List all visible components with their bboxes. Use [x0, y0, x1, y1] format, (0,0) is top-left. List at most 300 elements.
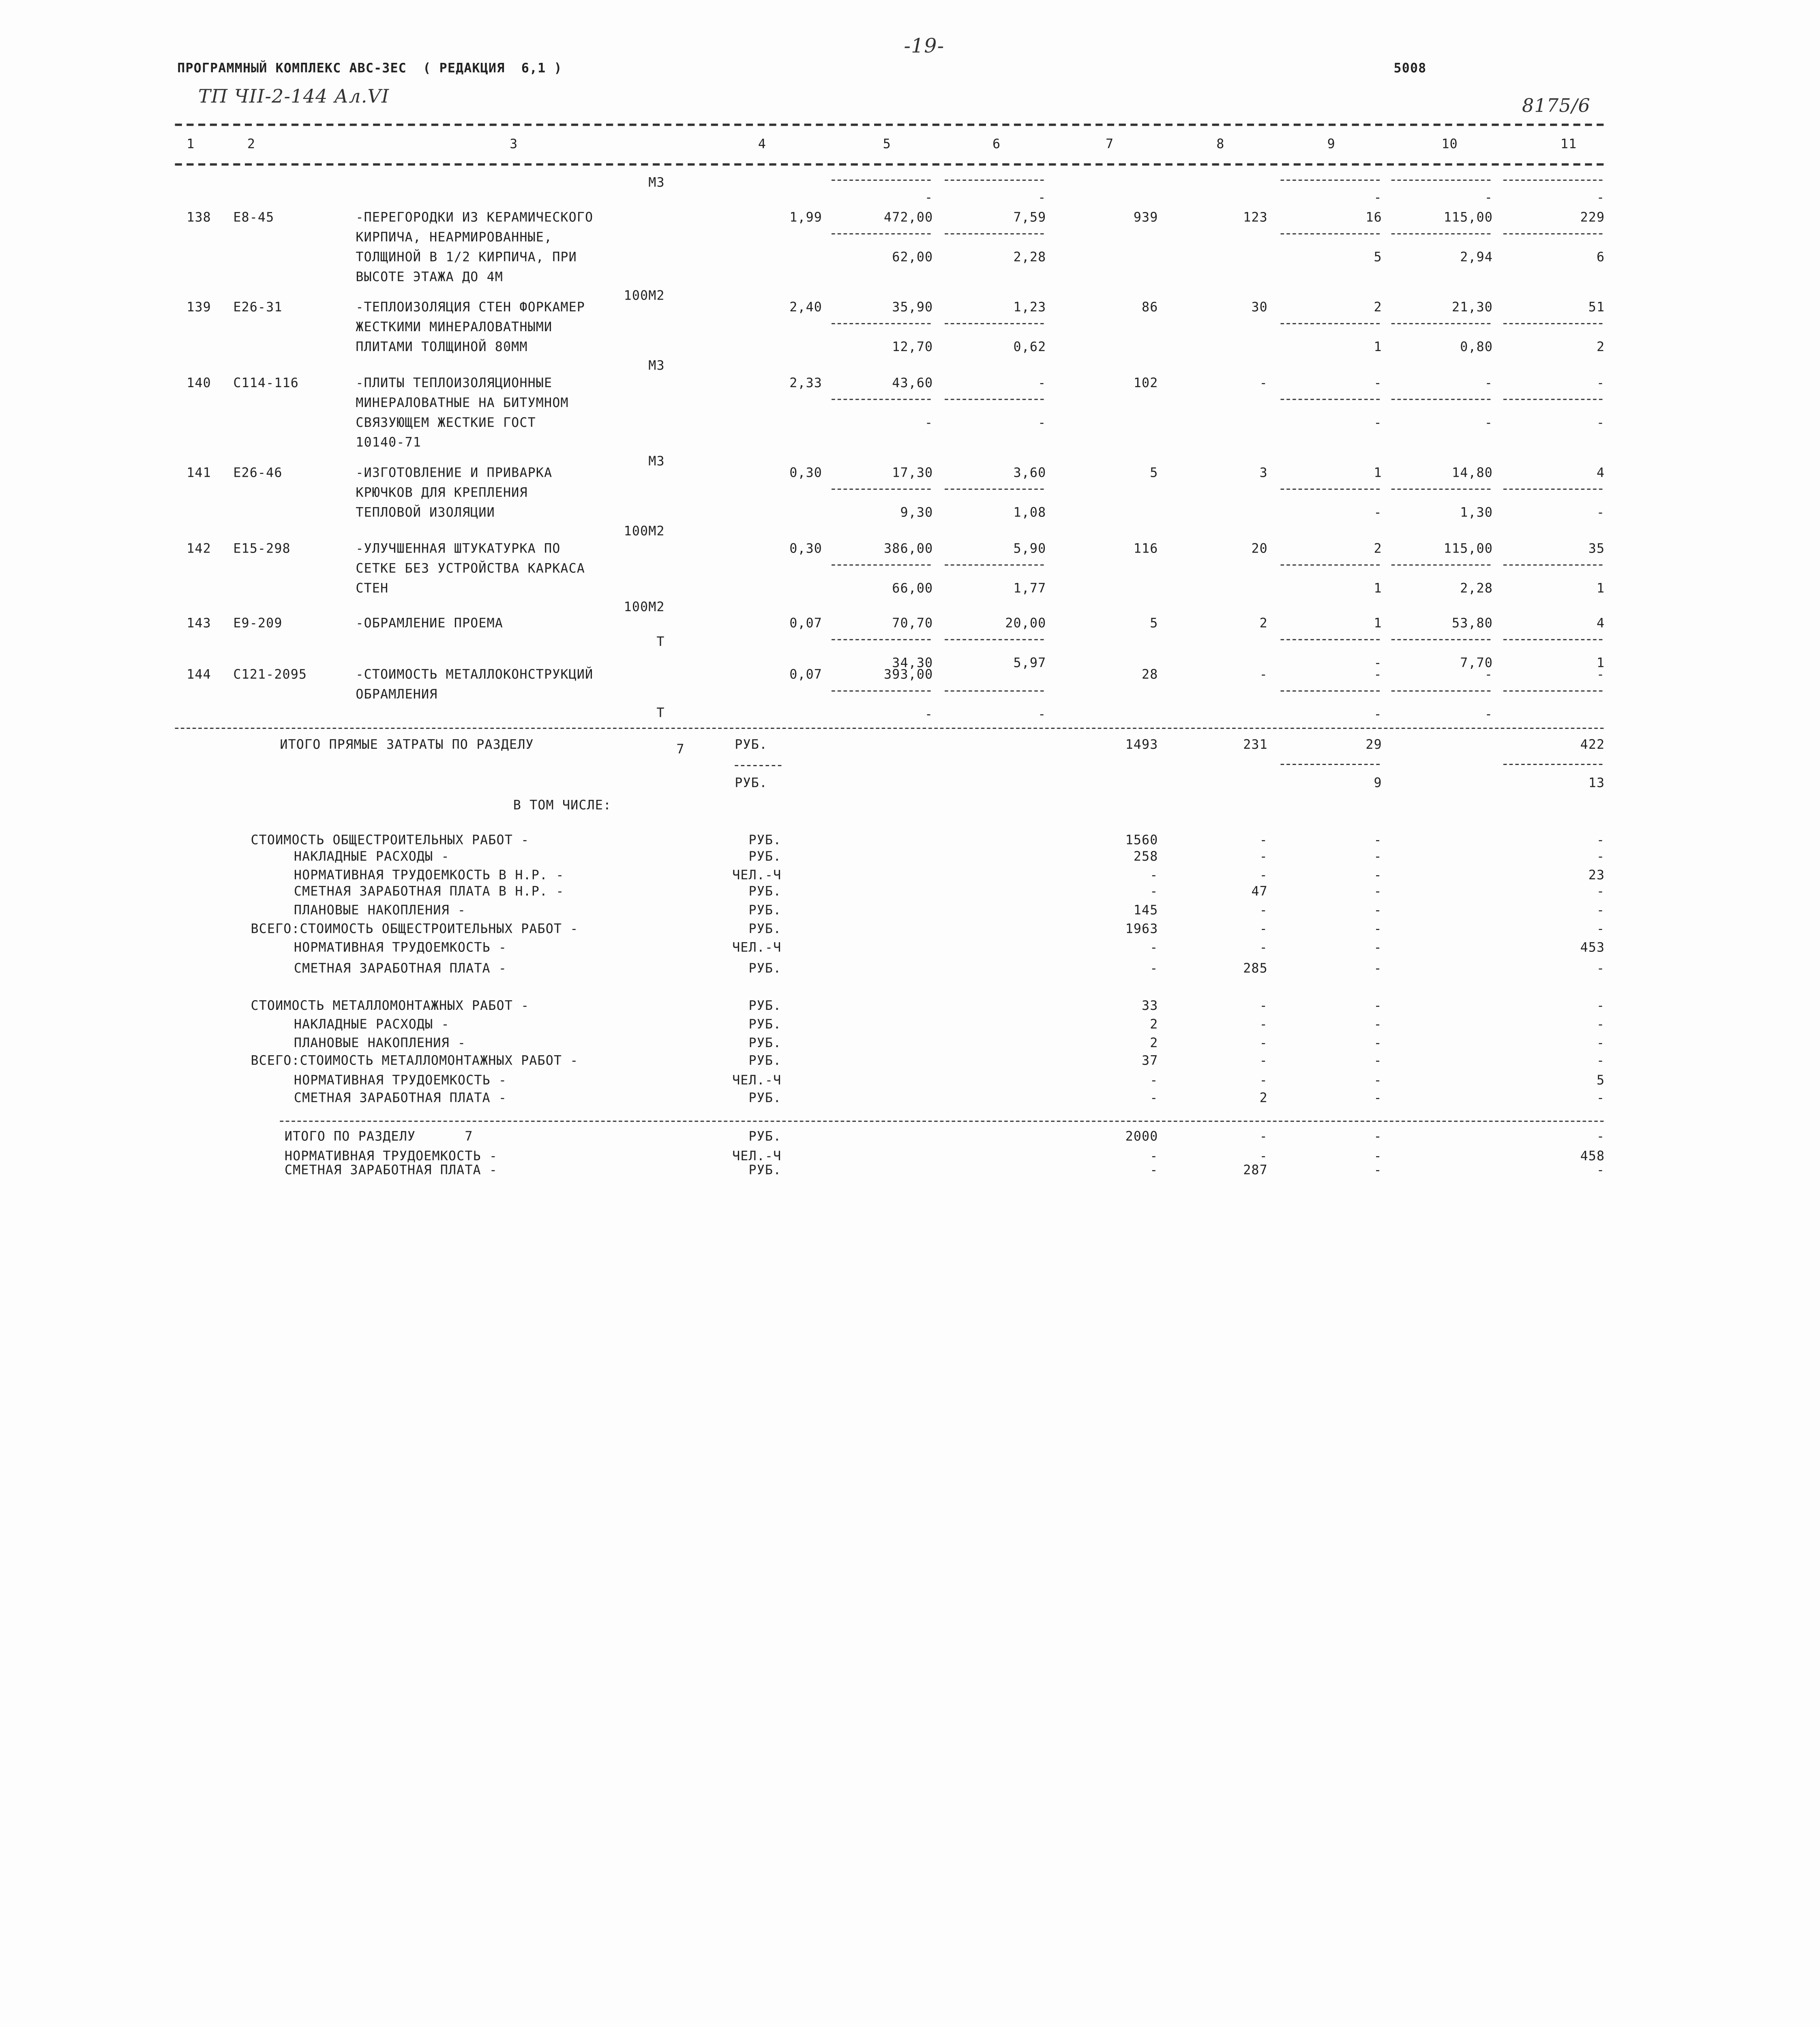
final-wage: -: [1259, 1148, 1268, 1164]
item-c10-top: 14,80: [1452, 465, 1493, 481]
summary-unit: РУБ.: [748, 1090, 782, 1106]
item-number: 142: [187, 541, 211, 557]
item-unit: Т: [656, 634, 665, 650]
final-wage: 287: [1243, 1162, 1268, 1178]
summary-label: ПЛАНОВЫЕ НАКОПЛЕНИЯ -: [294, 902, 466, 918]
summary-c11: -: [1596, 849, 1605, 864]
cell-separator: [1391, 233, 1491, 234]
summary-cost: -: [1150, 961, 1158, 976]
item-c11-bottom: 1: [1596, 655, 1605, 671]
item-unit: М3: [648, 358, 665, 373]
summary-cost: -: [1150, 1073, 1158, 1088]
cell-separator: [1503, 233, 1603, 234]
item-description-line: -УЛУЧШЕННАЯ ШТУКАТУРКА ПО: [356, 541, 561, 557]
column-header-8: 8: [1216, 136, 1225, 152]
item-c6-top: -: [1038, 375, 1046, 391]
item-wage: -: [1259, 375, 1268, 391]
column-header-1: 1: [187, 136, 195, 152]
column-header-6: 6: [992, 136, 1001, 152]
cell-separator: [832, 639, 931, 640]
cont-c11: -: [1596, 190, 1605, 206]
summary-unit: РУБ.: [748, 921, 782, 936]
final-label: СМЕТНАЯ ЗАРАБОТНАЯ ПЛАТА -: [284, 1162, 498, 1178]
cell-separator: [945, 564, 1044, 566]
item-c5-bottom: -: [925, 707, 933, 722]
cell-separator: [945, 690, 1044, 692]
summary-c9: -: [1374, 1053, 1382, 1068]
final-cost: -: [1150, 1148, 1158, 1164]
summary-cost: 33: [1142, 998, 1158, 1014]
summary-wage: 47: [1251, 884, 1268, 899]
summary-unit: ЧЕЛ.-Ч: [732, 1073, 782, 1088]
summary-cost: 258: [1133, 849, 1158, 864]
summary-c9: -: [1374, 1090, 1382, 1106]
cell-separator: [1503, 564, 1603, 566]
final-c9: -: [1374, 1148, 1382, 1164]
item-total-cost: 116: [1133, 541, 1158, 557]
summary-c11: -: [1596, 998, 1605, 1014]
item-description-line: ТЕПЛОВОЙ ИЗОЛЯЦИИ: [356, 505, 495, 520]
cell-separator: [945, 399, 1044, 400]
summary-wage: -: [1259, 1053, 1268, 1068]
item-c10-bottom: 1,30: [1460, 505, 1493, 520]
cell-separator: [1281, 690, 1380, 692]
item-description-line: ЖЕСТКИМИ МИНЕРАЛОВАТНЫМИ: [356, 319, 553, 335]
item-c6-bottom: 0,62: [1013, 339, 1046, 355]
item-description-line: МИНЕРАЛОВАТНЫЕ НА БИТУМНОМ: [356, 395, 569, 411]
item-description-line: -ПЕРЕГОРОДКИ ИЗ КЕРАМИЧЕСКОГО: [356, 210, 594, 225]
column-header-9: 9: [1327, 136, 1336, 152]
column-header-3: 3: [510, 136, 518, 152]
page-number: -19-: [904, 35, 945, 58]
column-header-7: 7: [1106, 136, 1114, 152]
summary-c11: 453: [1580, 940, 1605, 955]
summary-c9: -: [1374, 868, 1382, 883]
item-c11-bottom: -: [1596, 505, 1605, 520]
summary-c11: -: [1596, 902, 1605, 918]
item-description-line: СЕТКЕ БЕЗ УСТРОЙСТВА КАРКАСА: [356, 561, 585, 576]
summary-label: СМЕТНАЯ ЗАРАБОТНАЯ ПЛАТА В Н.Р. -: [294, 884, 564, 899]
item-wage: -: [1259, 667, 1268, 682]
item-number: 144: [187, 667, 211, 682]
final-wage: -: [1259, 1129, 1268, 1144]
final-c9: -: [1374, 1129, 1382, 1144]
item-c6-bottom: 1,08: [1013, 505, 1046, 520]
cell-separator: [1281, 399, 1380, 400]
item-c11-top: -: [1596, 375, 1605, 391]
item-c9-top: 2: [1374, 300, 1382, 315]
item-number: 138: [187, 210, 211, 225]
item-wage: 30: [1251, 300, 1268, 315]
item-description-line: ТОЛЩИНОЙ В 1/2 КИРПИЧА, ПРИ: [356, 249, 577, 265]
item-c5-top: 393,00: [884, 667, 933, 682]
summary-cost: 37: [1142, 1053, 1158, 1068]
item-c9-bottom: -: [1374, 415, 1382, 431]
summary-c11: -: [1596, 921, 1605, 936]
cell-separator: [1503, 489, 1603, 490]
item-unit: 100М2: [624, 599, 665, 615]
summary-label: СМЕТНАЯ ЗАРАБОТНАЯ ПЛАТА -: [294, 961, 507, 976]
cell-separator: [832, 233, 931, 234]
item-c5-bottom: 12,70: [892, 339, 933, 355]
column-header-10: 10: [1441, 136, 1458, 152]
cell-separator: [832, 399, 931, 400]
cell-separator: [1503, 639, 1603, 640]
inventory-number: 8175/6: [1522, 94, 1591, 117]
item-c9-top: 1: [1374, 465, 1382, 481]
summary-unit: РУБ.: [748, 1017, 782, 1032]
summary-unit: ЧЕЛ.-Ч: [732, 868, 782, 883]
cell-separator: [1281, 233, 1380, 234]
item-unit: Т: [656, 705, 665, 721]
cell-separator: [945, 323, 1044, 324]
item-c9-bottom: 1: [1374, 581, 1382, 596]
summary-label: НАКЛАДНЫЕ РАСХОДЫ -: [294, 849, 450, 864]
item-description-line: ПЛИТАМИ ТОЛЩИНОЙ 80ММ: [356, 339, 528, 355]
item-c6-top: 3,60: [1013, 465, 1046, 481]
summary-c11: 23: [1588, 868, 1605, 883]
summary-c9: -: [1374, 832, 1382, 848]
cont-c6: -: [1038, 190, 1046, 206]
final-label: НОРМАТИВНАЯ ТРУДОЕМКОСТЬ -: [284, 1148, 498, 1164]
cell-separator: [945, 180, 1044, 181]
cell-separator: [832, 180, 931, 181]
item-description-line: -СТОИМОСТЬ МЕТАЛЛОКОНСТРУКЦИЙ: [356, 667, 594, 682]
cell-separator: [1281, 764, 1380, 765]
item-c6-bottom: 1,77: [1013, 581, 1046, 596]
item-c10-bottom: 0,80: [1460, 339, 1493, 355]
totals-unit: РУБ.: [735, 737, 768, 752]
final-c11: -: [1596, 1129, 1605, 1144]
summary-c9: -: [1374, 902, 1382, 918]
column-header-11: 11: [1560, 136, 1577, 152]
item-c5-top: 472,00: [884, 210, 933, 225]
cell-separator: [1503, 399, 1603, 400]
item-unit: 100М2: [624, 523, 665, 539]
cont-c10: -: [1484, 190, 1493, 206]
summary-unit: РУБ.: [748, 1053, 782, 1068]
item-total-cost: 5: [1150, 465, 1158, 481]
summary-label: НОРМАТИВНАЯ ТРУДОЕМКОСТЬ -: [294, 1073, 507, 1088]
summary-c9: -: [1374, 1017, 1382, 1032]
summary-label: НОРМАТИВНАЯ ТРУДОЕМКОСТЬ -: [294, 940, 507, 955]
cell-separator: [832, 690, 931, 692]
item-code: С121-2095: [233, 667, 307, 682]
cell-separator: [945, 489, 1044, 490]
cell-separator: [1391, 399, 1491, 400]
summary-cost: -: [1150, 1090, 1158, 1106]
summary-wage: -: [1259, 832, 1268, 848]
totals-rule: [175, 728, 1603, 729]
item-c11-top: 51: [1588, 300, 1605, 315]
item-c6-top: 5,90: [1013, 541, 1046, 557]
item-code: Е26-31: [233, 300, 283, 315]
cell-separator: [1391, 180, 1491, 181]
totals-wage: 231: [1243, 737, 1268, 752]
summary-c11: 5: [1596, 1073, 1605, 1088]
summary-cost: 2: [1150, 1017, 1158, 1032]
cell-separator: [1391, 489, 1491, 490]
summary-c11: -: [1596, 1017, 1605, 1032]
final-c11: 458: [1580, 1148, 1605, 1164]
item-c9-bottom: -: [1374, 655, 1382, 671]
item-code: Е26-46: [233, 465, 283, 481]
summary-unit: РУБ.: [748, 902, 782, 918]
summary-c9: -: [1374, 849, 1382, 864]
final-unit: ЧЕЛ.-Ч: [732, 1148, 782, 1164]
cell-separator: [1391, 323, 1491, 324]
item-description-line: ВЫСОТЕ ЭТАЖА ДО 4М: [356, 269, 503, 285]
item-quantity: 2,40: [789, 300, 823, 315]
item-c5-bottom: 62,00: [892, 249, 933, 265]
summary-wage: -: [1259, 902, 1268, 918]
item-c6-top: 1,23: [1013, 300, 1046, 315]
item-total-cost: 5: [1150, 615, 1158, 631]
program-title: ПРОГРАММНЫЙ КОМПЛЕКС АВС-3ЕС ( РЕДАКЦИЯ 6,1 ): [177, 60, 562, 76]
item-wage: 3: [1259, 465, 1268, 481]
item-c6-bottom: 5,97: [1013, 655, 1046, 671]
totals-c9-bottom: 9: [1374, 775, 1382, 791]
summary-cost: 1963: [1125, 921, 1158, 936]
summary-unit: РУБ.: [748, 1035, 782, 1051]
item-c10-bottom: 7,70: [1460, 655, 1493, 671]
summary-unit: ЧЕЛ.-Ч: [732, 940, 782, 955]
summary-c9: -: [1374, 921, 1382, 936]
item-c10-bottom: 2,28: [1460, 581, 1493, 596]
item-description-line: -ИЗГОТОВЛЕНИЕ И ПРИВАРКА: [356, 465, 553, 481]
item-description-line: КРЮЧКОВ ДЛЯ КРЕПЛЕНИЯ: [356, 485, 528, 501]
item-c9-bottom: 5: [1374, 249, 1382, 265]
item-number: 141: [187, 465, 211, 481]
including-label: В ТОМ ЧИСЛЕ:: [513, 797, 612, 813]
column-header-2: 2: [247, 136, 256, 152]
summary-c11: -: [1596, 1090, 1605, 1106]
summary-unit: РУБ.: [748, 832, 782, 848]
project-stamp: ТП ЧII-2-144 Ал.VI: [198, 85, 390, 107]
item-c5-top: 17,30: [892, 465, 933, 481]
item-wage: 20: [1251, 541, 1268, 557]
item-code: Е15-298: [233, 541, 291, 557]
summary-c9: -: [1374, 884, 1382, 899]
summary-c11: -: [1596, 1053, 1605, 1068]
item-number: 139: [187, 300, 211, 315]
item-c5-top: 43,60: [892, 375, 933, 391]
cont-c5: -: [925, 190, 933, 206]
summary-wage: -: [1259, 1035, 1268, 1051]
item-c10-bottom: 2,94: [1460, 249, 1493, 265]
item-description-line: -ТЕПЛОИЗОЛЯЦИЯ СТЕН ФОРКАМЕР: [356, 300, 585, 315]
item-c10-top: -: [1484, 375, 1493, 391]
item-c6-bottom: -: [1038, 707, 1046, 722]
summary-wage: 2: [1259, 1090, 1268, 1106]
totals-c11-bottom: 13: [1588, 775, 1605, 791]
cell-separator: [1281, 323, 1380, 324]
item-c5-top: 35,90: [892, 300, 933, 315]
final-unit: РУБ.: [748, 1129, 782, 1144]
item-code: Е9-209: [233, 615, 283, 631]
summary-unit: РУБ.: [748, 961, 782, 976]
cell-separator: [1503, 180, 1603, 181]
item-c5-top: 386,00: [884, 541, 933, 557]
summary-label: ВСЕГО:СТОИМОСТЬ ОБЩЕСТРОИТЕЛЬНЫХ РАБОТ -: [251, 921, 579, 936]
item-c9-top: 2: [1374, 541, 1382, 557]
item-code: Е8-45: [233, 210, 274, 225]
cell-separator: [1391, 690, 1491, 692]
summary-wage: -: [1259, 921, 1268, 936]
item-c5-bottom: 66,00: [892, 581, 933, 596]
cell-separator: [1391, 639, 1491, 640]
item-c5-bottom: 34,30: [892, 655, 933, 671]
column-header-4: 4: [758, 136, 767, 152]
item-unit: 100М2: [624, 288, 665, 303]
item-c9-top: 1: [1374, 615, 1382, 631]
summary-wage: -: [1259, 940, 1268, 955]
summary-wage: -: [1259, 849, 1268, 864]
item-c6-bottom: -: [1038, 415, 1046, 431]
item-c11-bottom: 1: [1596, 581, 1605, 596]
cell-separator: [1281, 180, 1380, 181]
item-c6-bottom: 2,28: [1013, 249, 1046, 265]
header-rule-top: [175, 124, 1603, 126]
cell-separator: [945, 639, 1044, 640]
item-description-line: 10140-71: [356, 435, 421, 450]
item-c10-top: -: [1484, 667, 1493, 682]
final-cost: -: [1150, 1162, 1158, 1178]
cell-separator: [1503, 764, 1603, 765]
item-description-line: -ПЛИТЫ ТЕПЛОИЗОЛЯЦИОННЫЕ: [356, 375, 553, 391]
summary-label: СТОИМОСТЬ ОБЩЕСТРОИТЕЛЬНЫХ РАБОТ -: [251, 832, 529, 848]
cell-separator: [1503, 323, 1603, 324]
summary-cost: -: [1150, 940, 1158, 955]
item-unit: М3: [648, 453, 665, 469]
summary-c9: -: [1374, 1035, 1382, 1051]
section-number: 7: [676, 741, 685, 757]
summary-wage: -: [1259, 998, 1268, 1014]
cell-separator: [832, 489, 931, 490]
final-label: ИТОГО ПО РАЗДЕЛУ 7: [284, 1129, 473, 1144]
item-c9-top: 16: [1366, 210, 1382, 225]
item-description-line: ОБРАМЛЕНИЯ: [356, 687, 438, 702]
summary-c9: -: [1374, 961, 1382, 976]
cell-separator: [832, 323, 931, 324]
summary-label: ВСЕГО:СТОИМОСТЬ МЕТАЛЛОМОНТАЖНЫХ РАБОТ -: [251, 1053, 579, 1068]
item-c11-top: 35: [1588, 541, 1605, 557]
item-total-cost: 102: [1133, 375, 1158, 391]
cell-separator: [1281, 639, 1380, 640]
totals-c11-top: 422: [1580, 737, 1605, 752]
summary-wage: -: [1259, 868, 1268, 883]
summary-c11: -: [1596, 832, 1605, 848]
cell-separator: [945, 233, 1044, 234]
final-cost: 2000: [1125, 1129, 1158, 1144]
summary-unit: РУБ.: [748, 998, 782, 1014]
item-c5-bottom: -: [925, 415, 933, 431]
item-description-line: СТЕН: [356, 581, 389, 596]
item-c9-top: -: [1374, 667, 1382, 682]
form-code: 5008: [1393, 60, 1427, 76]
summary-cost: -: [1150, 884, 1158, 899]
item-number: 140: [187, 375, 211, 391]
item-wage: 2: [1259, 615, 1268, 631]
item-c9-bottom: -: [1374, 707, 1382, 722]
item-description-line: СВЯЗУЮЩЕМ ЖЕСТКИЕ ГОСТ: [356, 415, 536, 431]
item-c9-bottom: -: [1374, 505, 1382, 520]
item-c11-top: -: [1596, 667, 1605, 682]
item-code: С114-116: [233, 375, 299, 391]
item-c11-top: 4: [1596, 615, 1605, 631]
summary-cost: 2: [1150, 1035, 1158, 1051]
item-quantity: 0,30: [789, 541, 823, 557]
item-c9-top: -: [1374, 375, 1382, 391]
item-quantity: 0,30: [789, 465, 823, 481]
cell-separator: [1503, 690, 1603, 692]
totals-unit-separator: [735, 765, 781, 766]
final-rule: [280, 1121, 1603, 1122]
totals-unit-2: РУБ.: [735, 775, 768, 791]
final-unit: РУБ.: [748, 1162, 782, 1178]
final-c9: -: [1374, 1162, 1382, 1178]
summary-cost: 145: [1133, 902, 1158, 918]
item-total-cost: 28: [1142, 667, 1158, 682]
cont-c9: -: [1374, 190, 1382, 206]
final-c11: -: [1596, 1162, 1605, 1178]
item-c9-bottom: 1: [1374, 339, 1382, 355]
summary-wage: 285: [1243, 961, 1268, 976]
item-c6-top: 7,59: [1013, 210, 1046, 225]
item-c5-top: 70,70: [892, 615, 933, 631]
summary-unit: РУБ.: [748, 849, 782, 864]
summary-c9: -: [1374, 940, 1382, 955]
item-c5-bottom: 9,30: [900, 505, 933, 520]
item-quantity: 0,07: [789, 615, 823, 631]
summary-wage: -: [1259, 1017, 1268, 1032]
summary-unit: РУБ.: [748, 884, 782, 899]
summary-label: НАКЛАДНЫЕ РАСХОДЫ -: [294, 1017, 450, 1032]
item-c11-bottom: 6: [1596, 249, 1605, 265]
direct-costs-label: ИТОГО ПРЯМЫЕ ЗАТРАТЫ ПО РАЗДЕЛУ: [280, 737, 534, 752]
summary-cost: -: [1150, 868, 1158, 883]
totals-cost: 1493: [1125, 737, 1158, 752]
item-c10-top: 115,00: [1443, 210, 1493, 225]
item-c10-bottom: -: [1484, 415, 1493, 431]
summary-c11: -: [1596, 884, 1605, 899]
summary-label: СТОИМОСТЬ МЕТАЛЛОМОНТАЖНЫХ РАБОТ -: [251, 998, 529, 1014]
cell-separator: [1281, 489, 1380, 490]
item-c10-bottom: -: [1484, 707, 1493, 722]
item-total-cost: 939: [1133, 210, 1158, 225]
summary-c11: -: [1596, 1035, 1605, 1051]
totals-c9-top: 29: [1366, 737, 1382, 752]
header-rule-bottom: [175, 163, 1603, 166]
item-description-line: КИРПИЧА, НЕАРМИРОВАННЫЕ,: [356, 229, 553, 245]
cell-separator: [1391, 564, 1491, 566]
item-total-cost: 86: [1142, 300, 1158, 315]
item-c6-top: 20,00: [1005, 615, 1046, 631]
item-c11-bottom: -: [1596, 415, 1605, 431]
summary-label: ПЛАНОВЫЕ НАКОПЛЕНИЯ -: [294, 1035, 466, 1051]
item-c10-top: 21,30: [1452, 300, 1493, 315]
cell-separator: [1281, 564, 1380, 566]
summary-c9: -: [1374, 1073, 1382, 1088]
item-c11-bottom: 2: [1596, 339, 1605, 355]
summary-c9: -: [1374, 998, 1382, 1014]
item-number: 143: [187, 615, 211, 631]
item-quantity: 0,07: [789, 667, 823, 682]
item-c11-top: 229: [1580, 210, 1605, 225]
summary-c11: -: [1596, 961, 1605, 976]
column-header-5: 5: [883, 136, 891, 152]
cell-separator: [832, 564, 931, 566]
